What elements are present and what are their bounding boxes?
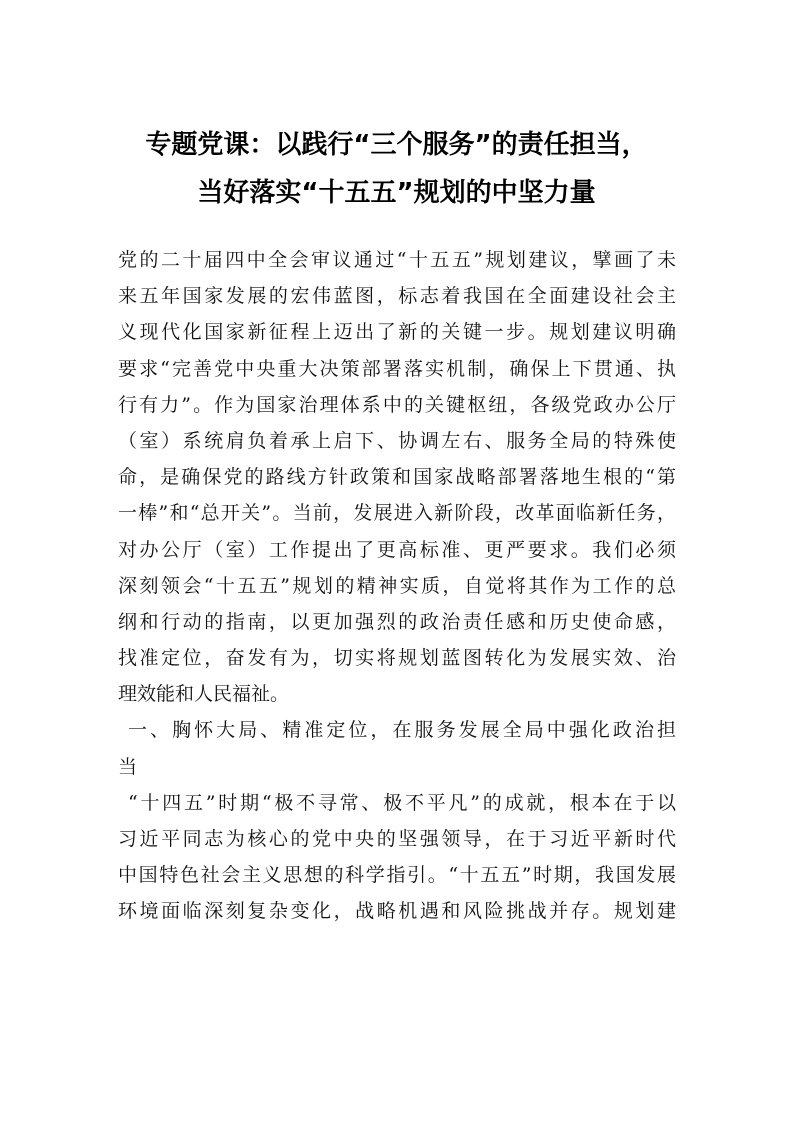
text-line: 理效能和人民福祉。 [118,683,290,706]
text-line: 对办公厅（室）工作提出了更高标准、更严要求。我们必须 [118,538,676,561]
document-title-line-2: 当好落实“十五五”规划的中坚力量 [197,178,596,208]
text-line: 义现代化国家新征程上迈出了新的关键一步。规划建议明确 [118,321,676,344]
text-line: 来五年国家发展的宏伟蓝图，标志着我国在全面建设社会主 [118,285,676,308]
text-line: 找准定位，奋发有为，切实将规划蓝图转化为发展实效、治 [118,647,676,670]
text-line: 环境面临深刻复杂变化，战略机遇和风险挑战并存。规划建 [118,900,676,923]
paragraph-intro [118,242,676,712]
heading-line: 当 [118,755,138,778]
paragraph-section-1 [118,785,676,930]
text-line: 命，是确保党的路线方针政策和国家战略部署落地生根的“第 [118,466,676,489]
text-line: （室）系统肩负着承上启下、协调左右、服务全局的特殊使 [118,429,676,452]
text-line: “十四五”时期“极不寻常、极不平凡”的成就，根本在于以 [128,791,676,814]
text-line: 纲和行动的指南，以更加强烈的政治责任感和历史使命感， [118,610,676,633]
text-line: 行有力”。作为国家治理体系中的关键枢纽，各级党政办公厅 [118,393,676,416]
document-title-line-1: 专题党课：以践行“三个服务”的责任担当， [145,130,648,160]
text-line: 习近平同志为核心的党中央的坚强领导，在于习近平新时代 [118,828,676,850]
text-line: 深刻领会“十五五”规划的精神实质，自觉将其作为工作的总 [118,574,676,597]
text-line: 党的二十届四中全会审议通过“十五五”规划建议，擘画了未 [118,249,676,271]
text-line: 要求“完善党中央重大决策部署落实机制，确保上下贯通、执 [118,357,676,380]
text-line: 中国特色社会主义思想的科学指引。“十五五”时期，我国发展 [118,864,676,887]
text-line: 一棒”和“总开关”。当前，发展进入新阶段，改革面临新任务， [118,502,676,525]
document-body [118,242,676,930]
section-heading-1 [118,712,676,784]
heading-line: 一、胸怀大局、精准定位，在服务发展全局中强化政治担 [128,719,676,742]
